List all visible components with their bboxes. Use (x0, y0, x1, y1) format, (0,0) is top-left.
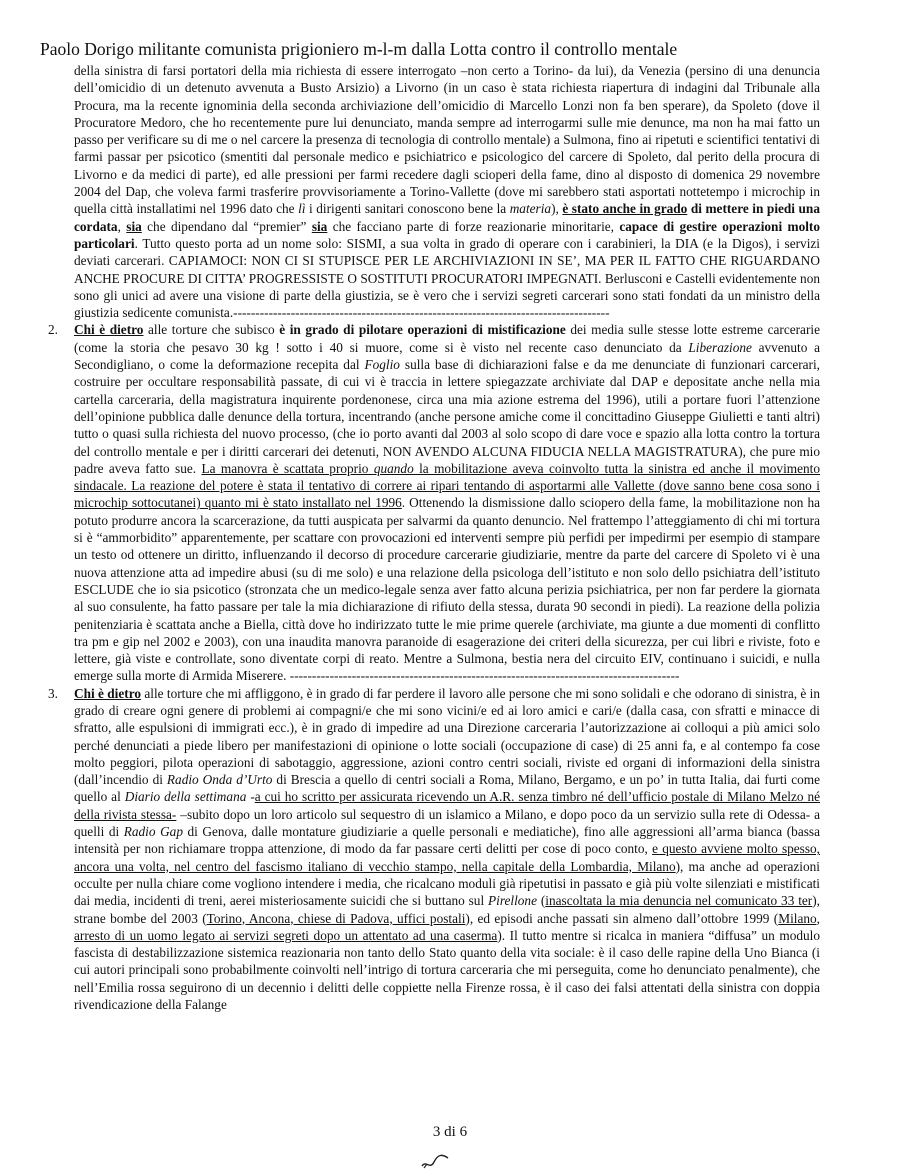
text-run: Pirellone (488, 893, 537, 909)
text-run: . Ottenendo la dismissione dallo sciopero della fame, la mobilitazione non ha potuto produrre ancora la scarcerazione, da tutti auspicata per salvarmi da quanto denuncio. Nel frattempo l’atteggiamento di chi mi tortura si è “ammorbidito” apparentemente, per scattare con provocazioni ed interventi sempre più perfidi per impedirmi per esempio di stampare un testo od ottenere un diritto, influenzando il decorso di procedure carcerarie giudiziarie, mentre da parte del carcere di Spoleto vi è una nuova attenzione atta ad impedire abusi (su di me solo) e una relazione della psicologa dell’istituto e non solo dello psichiatra dell’istituto ESCLUDE che io sia psicotico (stronzata che un medico-legale senza aver fatto alcuna perizia psichiatrica, per non far perdere la giornata al suo consulente, ha fatto passare per tale la mia dichiarazione di rifiuto della stessa, durata 90 secondi in piedi). La reazione della polizia penitenziaria è scattata anche a Biella, città dove ho indirizzato tutte le mie prime querele (archiviate, ma giunte a due momenti di conflitto tra pm e gip nel 2002 e 2003), con una inaudita manovra paranoide di esagerazione dei criteri della sicurezza, per cui libri e riviste, foto e lettere, già viste e controllate, sono diventate corpi di reato. Mentre a Sulmona, bestia nera del circuito EIV, continuano i suicidi, e nulla emerge sulla morte di Armida Miserere. ---------------------------------------------------------------------------------------- (74, 495, 820, 684)
text-run: ( (537, 893, 546, 909)
text-run: a cui ho scritto per assicurata ricevendo un A.R. senza timbro né dell’ufficio postale di Milano Melzo né della rivista stessa- (74, 789, 820, 822)
text-run: della sinistra di farsi portatori della mia richiesta di essere interrogato –non certo a Torino- da lui), da Venezia (persino di una denuncia dell’omicidio di un detenuto avvenuta a Busto Arsizio) a Livorno (in un caso è stata richiesta riapertura di indagini dal Tribunale alla Procura, ma la recente ignominia della seconda archiviazione dell’omicidio di Marcello Lonzi non fa ben sperare), da Spoleto (dove il Procuratore Medoro, che ho recentemente pure lui denunciato, manda sempre ad interrogarmi sulle mie denunce, ma non ha mai fatto un passo per verificare su di me o nel carcere la presenza di tecnologia di controllo mentale) a Sulmona, fino ai ripetuti e scientifici tentativi di farmi passar per psicotico (smentiti dal personale medico e psichiatrico e psicologico del carcere di Spoleto, dal perito della procura di Livorno e da medici di parte), ed alle pressioni per farmi recedere dagli scioperi della fame, dino al disposto di domenica 29 novembre 2004 del Dap, che voleva farmi trasferire provvisoriamente a Torino-Vallette (dove mi sarebbero stati asportati nottetempo i microchip in quella città installatimi nel 1996 dato che (74, 63, 820, 217)
text-run: alle torture che mi affliggono, è in grado di far perdere il lavoro alle persone che mi sono solidali e che odorano di sinistra, è in grado di creare ogni genere di problemi ai compagni/e che mi sono vicini/e ed ai loro amici e cari/e (dalla casa, con sfratti e minacce di sfratto, alle espulsioni di immigrati ecc.), è in grado di impedire ad una Direzione carceraria l’autorizzazione ai colloqui a più amici solo perché denunciati a piede libero per manifestazioni di opinione o lotte sociali (occupazione di case) di 25 anni fa, e al contempo fa cose molto peggiori, pilota operazioni di sabotaggio, aggressione, azioni contro centri sociali, riviste ed organi di informazioni della sinistra (dall’incendio di (74, 685, 820, 788)
text-run: capace di gestire operazioni molto particolari (74, 218, 820, 251)
handwritten-mark-icon (418, 1148, 458, 1172)
text-run: è stato anche in grado (562, 201, 688, 217)
text-run: Torino, Ancona, chiese di Padova, uffici postali (206, 910, 466, 926)
text-run: avvenuto a Secondigliano, o come la deformazione recepita dal (74, 339, 821, 373)
text-run: sia (126, 218, 142, 234)
document-header: Paolo Dorigo militante comunista prigioniero m-l-m dalla Lotta contro il controllo mentale (40, 39, 678, 59)
text-run: Milano, arresto di un uomo legato ai servizi segreti dopo un attentato ad una caserma (74, 910, 820, 943)
text-run: sia (311, 218, 328, 234)
text-run: Radio Gap (123, 824, 183, 840)
text-run: ), ed episodi anche passati sin almeno dall’ottobre 1999 ( (465, 910, 779, 926)
text-run: ), strane bombe del 2003 ( (74, 893, 820, 926)
text-run: Chi è dietro (74, 685, 142, 701)
text-run: Radio Onda d’Urto (166, 772, 273, 788)
text-run: - (246, 789, 255, 805)
text-run: inascoltata la mia denuncia nel comunicato 33 ter (545, 893, 813, 909)
text-run: Chi è dietro (74, 322, 144, 338)
text-run: quando (373, 460, 414, 476)
document-body (48, 62, 821, 1013)
text-run: dei media sulle stesse lotte estreme carcerarie (come la storia che pesavo 30 kg ! sotto i 40 si muore, come si è visto nel recente caso denunciato da (74, 322, 820, 355)
text-run: e questo avviene molto spesso, ancora una volta, nel centro del fascismo italiano di vecchio stampo, nella capitale della Lombardia, Milano (74, 841, 820, 874)
text-run: la mobilitazione aveva coinvolto tutta la sinistra ed anche il movimento sindacale. La reazione del potere è stata il tentativo di correre ai ripari tentando di asportarmi alle Vallette (dove sanno bene cosa sono i microchip sottocutanei) quanto mi è stato installato nel 1996 (74, 460, 820, 511)
text-run: di Genova, dalle montature giudiziarie a quelle personali e mediatiche), fino alle aggressioni all’arma bianca (bassa intensità per non richiamare troppa attenzione, di modo da far passare certi delitti per cose di poco conto, (74, 824, 820, 857)
list-item-2 (48, 321, 821, 684)
list-number: 2. (48, 322, 58, 338)
text-run: Foglio (364, 357, 400, 373)
text-run: . Tutto questo porta ad un nome solo: SISMI, a sua volta in grado di operare con i carabinieri, la DIA (e la Digos), i servizi deviati carcerari. CAPIAMOCI: NON CI SI STUPISCE PER LE ARCHIVIAZIONI IN SE’, MA PER IL FATTO CHE RIGUARDANO ANCHE PROCURE DI CITTA’ PROGRESSISTE O SOSTITUTI PROCURATORI IMPEGNATI. Berlusconi e Castelli evidentemente non sono gli unici ad avere una visione di parte della giustizia, se è vero che i servizi segreti carcerari sono stati fondati da un ministro della giustizia sedicente comunista.------------------------------------------------------------------------------------- (74, 235, 820, 321)
text-run: Liberazione (688, 339, 752, 355)
text-run: sulla base di dichiarazioni false e da me denunciate di funzionari carcerari, costruire per occultare responsabilità passate, di cui vi è traccia in lettere spiegazzate archiviate dal DAP e depositate anche nella mia cartella carceraria, della magistratura inquirente pordenonese, circa una mia azione estrema del 1996), utili a portare fuori l’attenzione dell’opinione pubblica dalle denunce della tortura, incentrando (anche persone amiche come il concittadino Giuseppe Giulietti e tanti altri) tutto o quasi sulla richiesta del nuovo processo, (che io porto avanti dal 2003 al solo scopo di dare voce e spazio alla lotta contro la tortura del controllo mentale e per i diritti carcerari dei detenuti, NON AVENDO ALCUNA FIDUCIA NELLA MAGISTRATURA), che pure mio padre aveva fatto sue. (74, 357, 820, 476)
text-run: di mettere in piedi una cordata (74, 201, 820, 234)
text-run: –subito dopo un loro articolo sul sequestro di un islamico a Milano, e dopo poco da un servizio sulla rete di Odessa- a quelli di (74, 806, 821, 840)
text-run: alle torture che subisco (143, 322, 280, 338)
text-run: lì (298, 201, 306, 217)
text-run: di Brescia a quello di centri sociali a Roma, Milano, Bergamo, e un po’ in tutta Italia, dai furti come quello al (74, 772, 821, 805)
list-item-3 (48, 685, 821, 1014)
text-run: Diario della settimana (124, 789, 247, 805)
page-number: 3 di 6 (432, 1124, 468, 1140)
text-run: i dirigenti sanitari conoscono bene la (305, 201, 510, 217)
paragraph-continuation (74, 62, 820, 321)
text-run: ), ma anche ad operazioni occulte per nulla chiare come vogliono intendere i media, che ricalcano moduli già ripetutisi in passato e già più volte silenziati e mistificati dai media, incidenti di treni, aerei misteriosamente suicidi che si buttano sul (74, 858, 820, 909)
text-run: La manovra è scattata proprio (201, 460, 374, 476)
text-run: che dipendano dal “premier” (141, 218, 312, 234)
text-run: , (117, 218, 127, 234)
text-run: che facciano parte di forze reazionarie minoritarie, (327, 218, 620, 234)
text-run: ). Il tutto mentre si ricalca in maniera “diffusa” un modulo fascista di destabilizzazione sistemica reazionaria non tanto dello Stato quanto della vita sociale: è il caso delle rapine della Uno Bianca (i cui autori principali sono probabilmente coinvolti nell’intrigo di tortura carceraria che mi perseguita, come ho denunciato penalmente), che nell’Emilia rossa seguirono di un decennio i delitti delle coppiette nella Firenze rossa, è il caso dei falsi attentati della sinistra con doppia rivendicazione della Falange (74, 927, 820, 1013)
text-run: materia (509, 201, 552, 217)
text-run: è in grado di pilotare operazioni di mistificazione (279, 322, 566, 338)
text-run: ), (551, 201, 563, 217)
list-number: 3. (48, 685, 58, 701)
